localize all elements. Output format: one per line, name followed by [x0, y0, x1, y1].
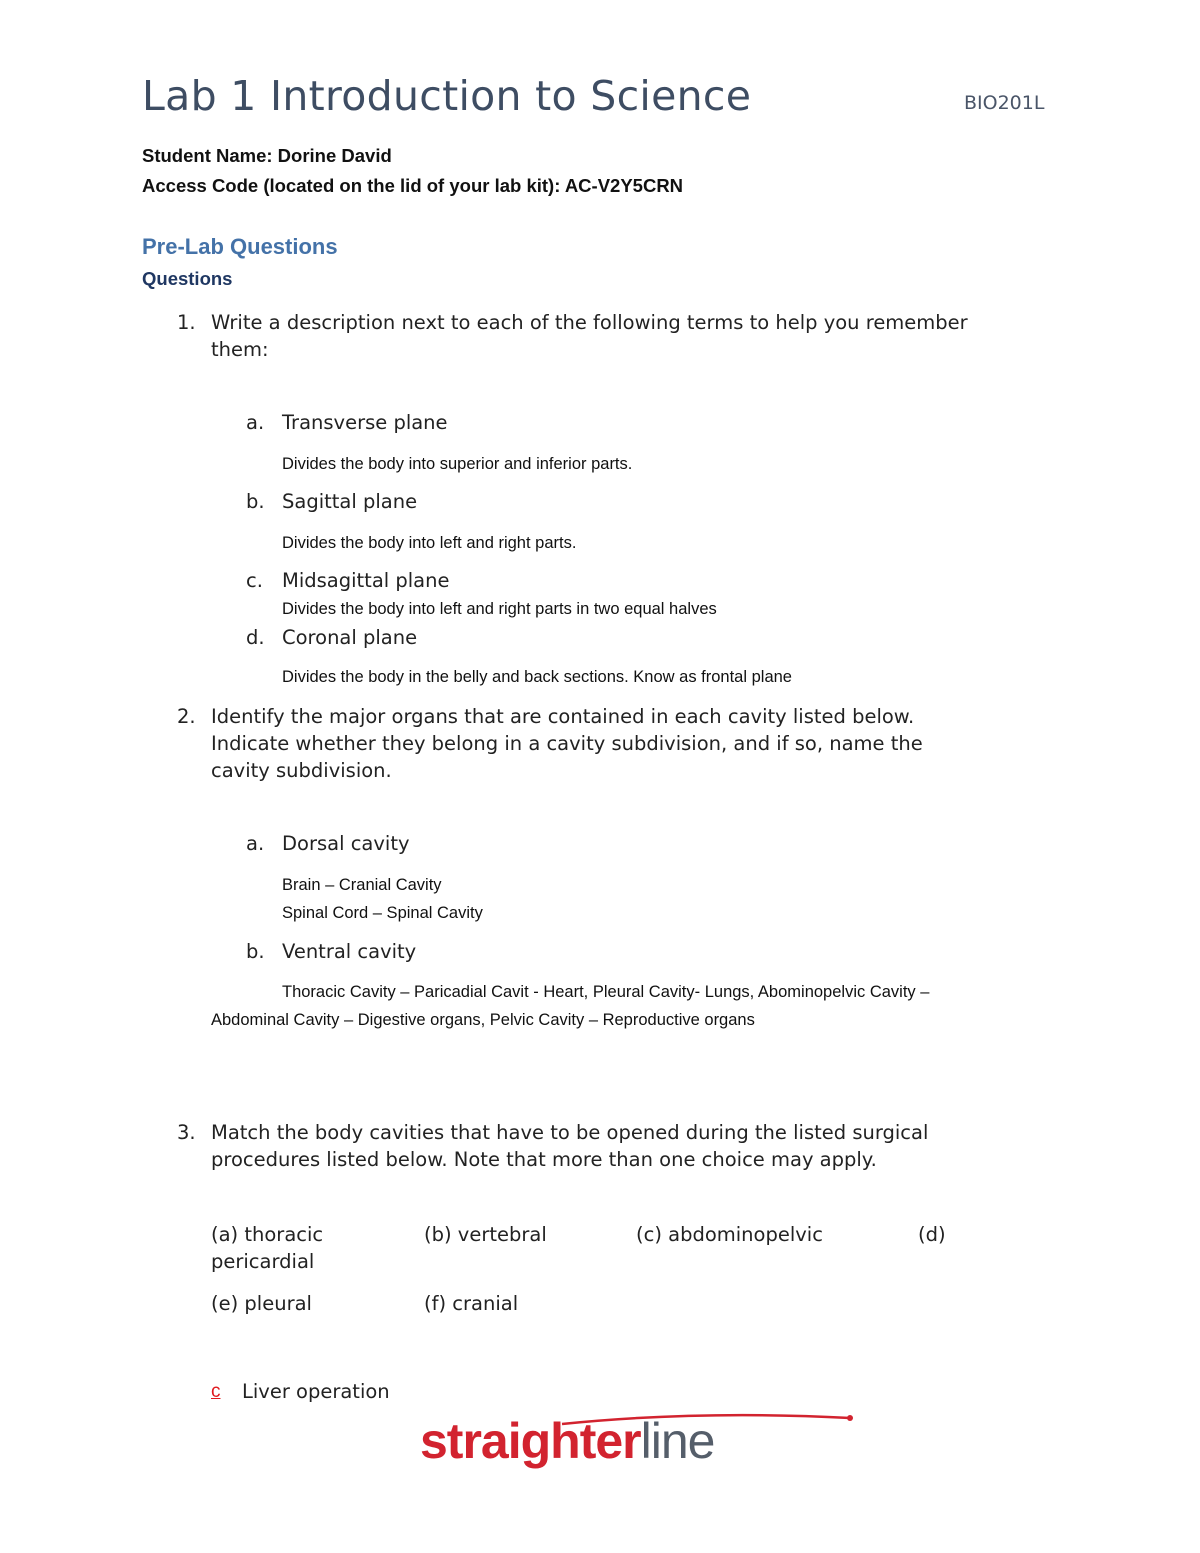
- choice-b: (b) vertebral: [424, 1223, 547, 1246]
- q3-number: 3.: [177, 1121, 196, 1144]
- logo-word-straighter: straighter: [420, 1413, 641, 1469]
- q2-line2: Indicate whether they belong in a cavity subdivision, and if so, name the: [211, 732, 923, 755]
- q1-a-term: Transverse plane: [282, 411, 448, 434]
- choice-a: (a) thoracic: [211, 1223, 324, 1246]
- choice-a-continued: pericardial: [211, 1250, 315, 1273]
- q2-a-term: Dorsal cavity: [282, 832, 410, 855]
- q1-d-letter: d.: [246, 626, 265, 649]
- choice-c: (c) abdominopelvic: [636, 1223, 823, 1246]
- q1-c-letter: c.: [246, 569, 263, 592]
- q2-b-letter: b.: [246, 940, 265, 963]
- q2-a-letter: a.: [246, 832, 265, 855]
- course-code: BIO201L: [964, 92, 1045, 114]
- choice-e: (e) pleural: [211, 1292, 312, 1315]
- q1-c-term: Midsagittal plane: [282, 569, 450, 592]
- q2-line3: cavity subdivision.: [211, 759, 392, 782]
- student-name: Student Name: Dorine David: [142, 145, 392, 166]
- prelab-heading: Pre-Lab Questions: [142, 234, 338, 259]
- q3-line2: procedures listed below. Note that more than one choice may apply.: [211, 1148, 877, 1171]
- q1-line2: them:: [211, 338, 269, 361]
- choice-f: (f) cranial: [424, 1292, 519, 1315]
- q2-b-term: Ventral cavity: [282, 940, 417, 963]
- document-title: Lab 1 Introduction to Science: [142, 72, 752, 120]
- q1-d-term: Coronal plane: [282, 626, 418, 649]
- q2-line1: Identify the major organs that are contained in each cavity listed below.: [211, 705, 915, 728]
- q1-number: 1.: [177, 311, 196, 334]
- q3-line1: Match the body cavities that have to be opened during the listed surgical: [211, 1121, 929, 1144]
- q1-a-letter: a.: [246, 411, 265, 434]
- logo-word-line: line: [640, 1413, 715, 1469]
- q2-b-answer-2: Abdominal Cavity – Digestive organs, Pelvic Cavity – Reproductive organs: [211, 1011, 755, 1029]
- q2-b-answer-1: Thoracic Cavity – Paricadial Cavit - Heart, Pleural Cavity- Lungs, Abominopelvic Cavity –: [282, 983, 930, 1001]
- choice-d: (d): [918, 1223, 946, 1246]
- q2-number: 2.: [177, 705, 196, 728]
- q1-b-term: Sagittal plane: [282, 490, 418, 513]
- q1-d-answer: Divides the body in the belly and back sections. Know as frontal plane: [282, 668, 792, 686]
- procedure-liver: Liver operation: [242, 1380, 390, 1403]
- access-code: Access Code (located on the lid of your lab kit): AC-V2Y5CRN: [142, 175, 684, 196]
- q1-b-letter: b.: [246, 490, 265, 513]
- q1-b-answer: Divides the body into left and right parts.: [282, 534, 577, 552]
- straighterline-logo: [420, 1412, 714, 1482]
- q1-line1: Write a description next to each of the following terms to help you remember: [211, 311, 968, 334]
- logo-arc-icon: [560, 1412, 860, 1426]
- q1-a-answer: Divides the body into superior and inferior parts.: [282, 455, 633, 473]
- questions-heading: Questions: [142, 268, 233, 289]
- q1-c-answer: Divides the body into left and right parts in two equal halves: [282, 600, 717, 618]
- answer-letter: c: [211, 1381, 221, 1402]
- q2-a-answer-2: Spinal Cord – Spinal Cavity: [282, 904, 483, 922]
- q2-a-answer-1: Brain – Cranial Cavity: [282, 876, 442, 894]
